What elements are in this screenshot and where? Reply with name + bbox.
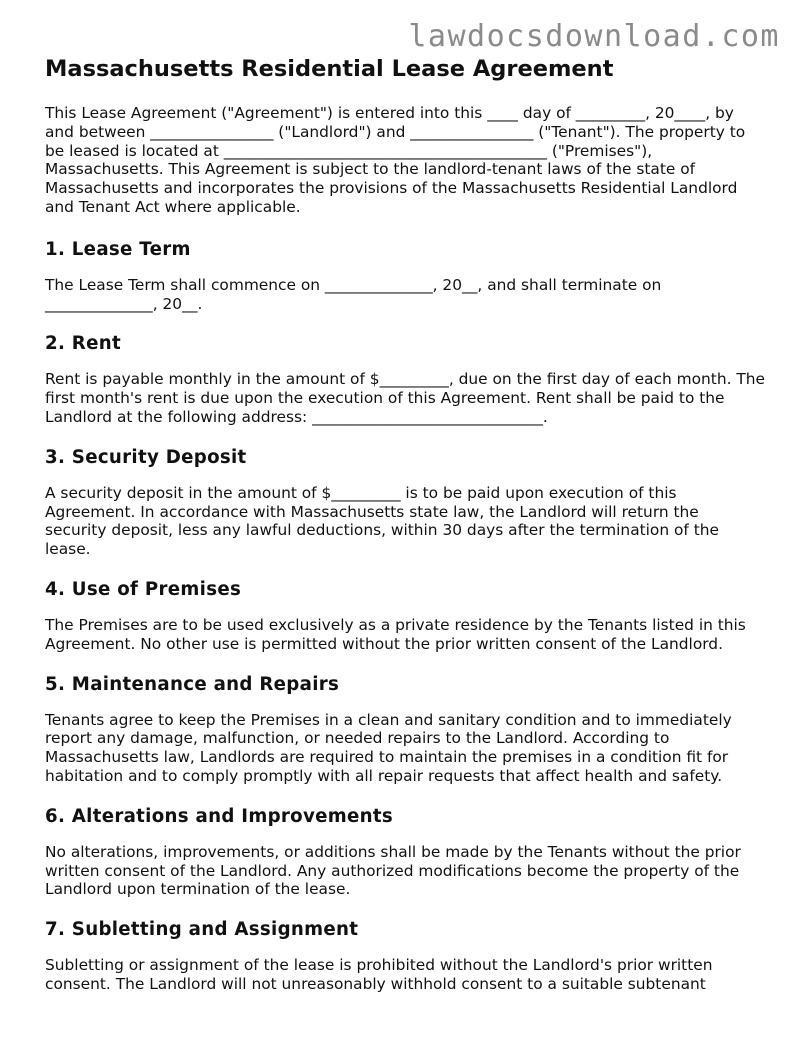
document-title: Massachusetts Residential Lease Agreement xyxy=(45,56,614,82)
section-heading-lease-term: 1. Lease Term xyxy=(45,238,191,260)
section-heading-use-of-premises: 4. Use of Premises xyxy=(45,578,242,600)
section-body-maintenance: Tenants agree to keep the Premises in a clean and sanitary condition and to immediately report any damage, malfunction, or needed repairs to the Landlord. According to Massachusetts law, Landlords are required to maintain the premises in a condition fit for habitation and to comply promptly with all repair requests that affect health and safety. xyxy=(45,710,732,785)
watermark: lawdocsdownload.com xyxy=(408,19,780,54)
intro-paragraph: This Lease Agreement ("Agreement") is entered into this ____ day of _________, 20____, by and between ________________ ("Landlord") and ________________ ("Tenant"). The property to be leased is located at __________________________________________ ("Premises"), Massachusetts. This Agreement is subject to the landlord-tenant laws of the state of Massachusetts and incorporates the provisions of the Massachusetts Residential Landlord and Tenant Act where applicable. xyxy=(45,104,746,216)
section-heading-rent: 2. Rent xyxy=(45,333,121,355)
section-body-alterations: No alterations, improvements, or additions shall be made by the Tenants without the prior written consent of the Landlord. Any authorized modifications become the property of the Landlord upon termination of the lease. xyxy=(45,842,741,899)
section-body-rent: Rent is payable monthly in the amount of $_________, due on the first day of each month. The first month's rent is due upon the execution of this Agreement. Rent shall be paid to the Landlord at the following address: ______________________________. xyxy=(45,370,765,426)
section-heading-security-deposit: 3. Security Deposit xyxy=(45,446,247,468)
section-body-use-of-premises: The Premises are to be used exclusively as a private residence by the Tenants listed in this Agreement. No other use is permitted without the prior written consent of the Landlord. xyxy=(45,615,746,653)
document-body xyxy=(45,104,765,994)
section-heading-subletting: 7. Subletting and Assignment xyxy=(45,919,359,941)
section-heading-maintenance: 5. Maintenance and Repairs xyxy=(45,673,340,695)
section-body-security-deposit: A security deposit in the amount of $_________ is to be paid upon execution of this Agreement. In accordance with Massachusetts state law, the Landlord will return the security deposit, less any lawful deductions, within 30 days after the termination of the lease. xyxy=(45,483,719,559)
section-heading-alterations: 6. Alterations and Improvements xyxy=(45,805,394,827)
section-body-subletting: Subletting or assignment of the lease is prohibited without the Landlord's prior written consent. The Landlord will not unreasonably withhold consent to a suitable subtenant xyxy=(45,956,713,993)
section-body-lease-term: The Lease Term shall commence on ______________, 20__, and shall terminate on ______________, 20__. xyxy=(45,275,662,313)
